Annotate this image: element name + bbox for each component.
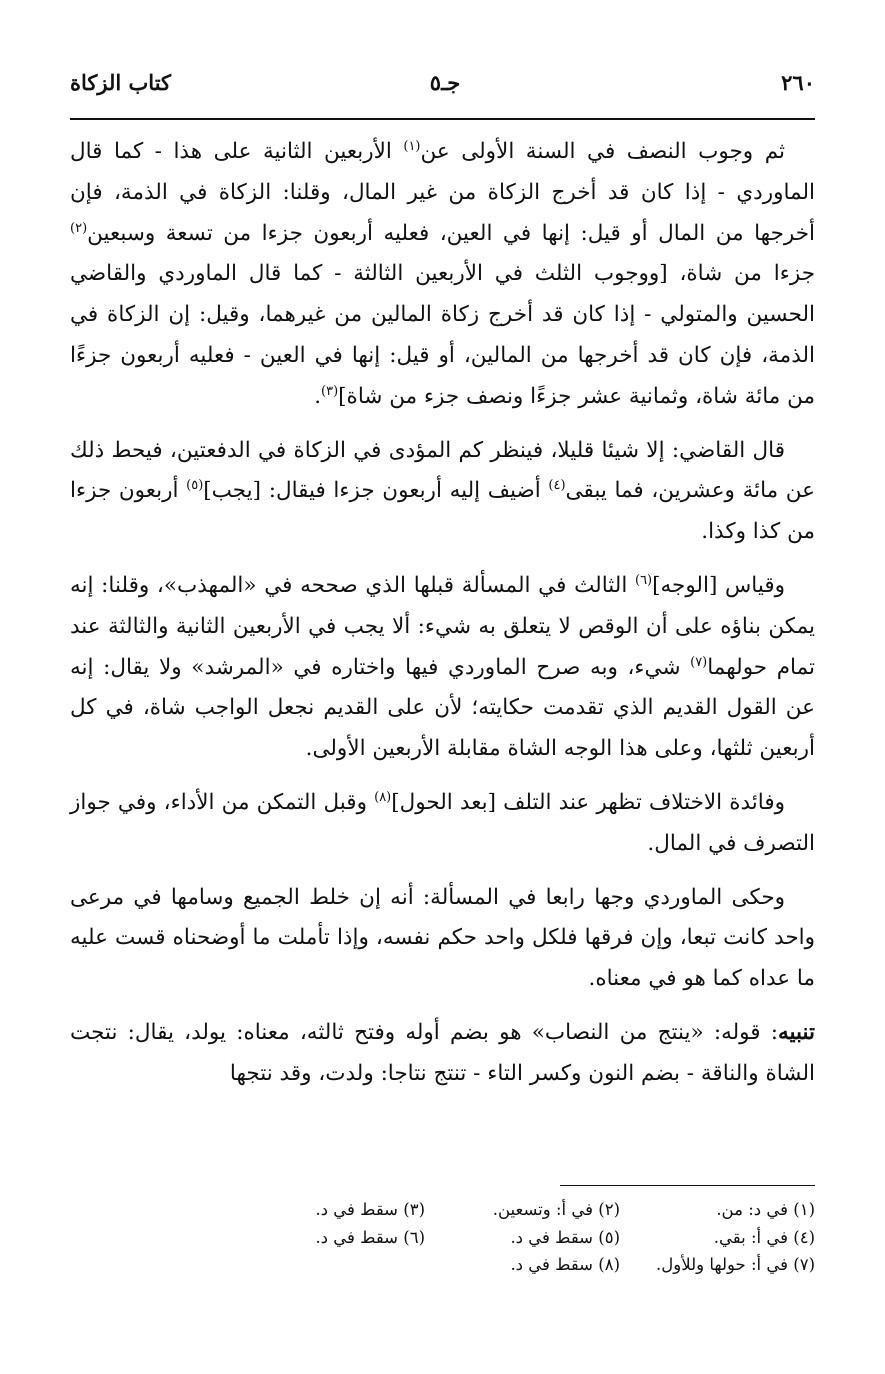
footnote: (١) في د: من.	[716, 1200, 815, 1219]
footnote-row	[230, 1196, 815, 1224]
footnote: (٤) في أ: بقي.	[713, 1227, 815, 1247]
text-run: شيء، وبه صرح الماوردي فيها واختاره في «المرشد» ولا يقال: إنه عن القول القديم الذي تقدمت حكايته؛ لأن على القديم نجعل الواجب شاة، في كل أربعين ثلثها، وعلى هذا الوجه الشاة مقابلة الأربعين الأولى.	[70, 654, 815, 762]
footnote-marker: (٤)	[548, 478, 566, 494]
footnote-row	[230, 1224, 815, 1252]
footnote: (٨) سقط في د.	[510, 1255, 620, 1274]
footnotes	[230, 1196, 815, 1279]
tanbih-text: : قوله: «ينتج من النصاب» هو بضم أوله وفتح ثالثه، معناه: يولد، يقال: نتجت الشاة والناقة - بضم النون وكسر التاء - تنتج نتاجا: ولدت، وقد نتجها	[70, 1019, 815, 1086]
text-run: جزءا من شاة، [ووجوب الثلث في الأربعين الثالثة - كما قال الماوردي والقاضي الحسين والمتولي - إذا كان قد أخرج زكاة المالين من غيرهما، وقيل: إن الزكاة في الذمة، فإن كان قد أخرجها من المالين، أو قيل: إنها في العين - فعليه أربعون جزءًا من مائة شاة، وثمانية عشر جزءًا ونصف جزء من شاة]	[70, 261, 815, 409]
text-run: .	[314, 383, 322, 409]
header-rule	[70, 118, 815, 120]
page-header	[70, 70, 815, 106]
volume-label: جـ٥	[429, 70, 461, 95]
paragraph	[70, 878, 815, 1000]
main-text	[70, 132, 815, 1108]
tanbih-paragraph	[70, 1013, 815, 1095]
paragraph	[70, 566, 815, 770]
text-run: أضيف إليه أربعون جزءا فيقال: [يجب]	[203, 478, 549, 504]
footnote: (٢) في أ: وتسعين.	[492, 1200, 620, 1219]
footnote: (٥) سقط في د.	[510, 1227, 620, 1247]
text-run: وقبل التمكن من الأداء، وفي جواز التصرف في المال.	[70, 789, 815, 856]
text-run: الثالث في المسألة قبلها الذي صححه في «المهذب»، وقلنا: إنه يمكن بناؤه على أن الوقص لا يتعلق به شيء: ألا يجب في الأربعين الثانية والثالثة عند تمام حولهما	[70, 572, 815, 680]
text-run: وحكى الماوردي وجها رابعا في المسألة: أنه إن خلط الجميع وسامها في مرعى واحد كانت تبعا، وإن فرقها فلكل واحد حكم نفسه، وإذا تأملت ما أوضحناه قست عليه ما عداه كما هو في معناه.	[70, 884, 815, 992]
footnote: (٣) سقط في د.	[315, 1200, 425, 1219]
paragraph	[70, 783, 815, 865]
paragraph	[70, 431, 815, 553]
footnote-marker: (٧)	[690, 654, 708, 670]
footnote-marker: (٢)	[70, 220, 88, 236]
text-run: أربعون جزءا من كذا وكذا.	[70, 478, 815, 545]
footnote-marker: (١)	[403, 139, 421, 154]
text-run: قال القاضي: إلا شيئا قليلا، فينظر كم المؤدى في الزكاة في الدفعتين، فيحط ذلك عن مائة وعشرين، فما يبقى	[70, 437, 815, 504]
text-run: ثم وجوب النصف في السنة الأولى عن	[420, 139, 785, 164]
footnote-marker: (٥)	[186, 478, 204, 494]
tanbih-label: تنبيه	[778, 1019, 815, 1045]
text-run: الأربعين الثانية على هذا - كما قال الماوردي - إذا كان قد أخرج الزكاة من غير المال، وقلنا: الزكاة في الذمة، فإن أخرجها من المال أو قيل: إنها في العين، فعليه أربعون جزءا من تسعة وسبعين	[70, 139, 815, 246]
footnote: (٦) سقط في د.	[315, 1227, 425, 1247]
text-run: وفائدة الاختلاف تظهر عند التلف [بعد الحول]	[391, 789, 785, 815]
footnote-row	[230, 1251, 815, 1279]
page-number: ٢٦٠	[781, 70, 815, 95]
text-run: وقياس [الوجه]	[652, 572, 785, 598]
book-title: كتاب الزكاة	[70, 70, 172, 95]
footnote: (٧) في أ: حولها وللأول.	[656, 1255, 815, 1274]
footnote-marker: (٦)	[634, 572, 653, 588]
footnote-marker: (٣)	[321, 383, 339, 399]
footnote	[230, 1251, 425, 1279]
footnote-marker: (٨)	[374, 789, 392, 805]
footnote-rule	[560, 1185, 815, 1186]
paragraph	[70, 132, 815, 418]
